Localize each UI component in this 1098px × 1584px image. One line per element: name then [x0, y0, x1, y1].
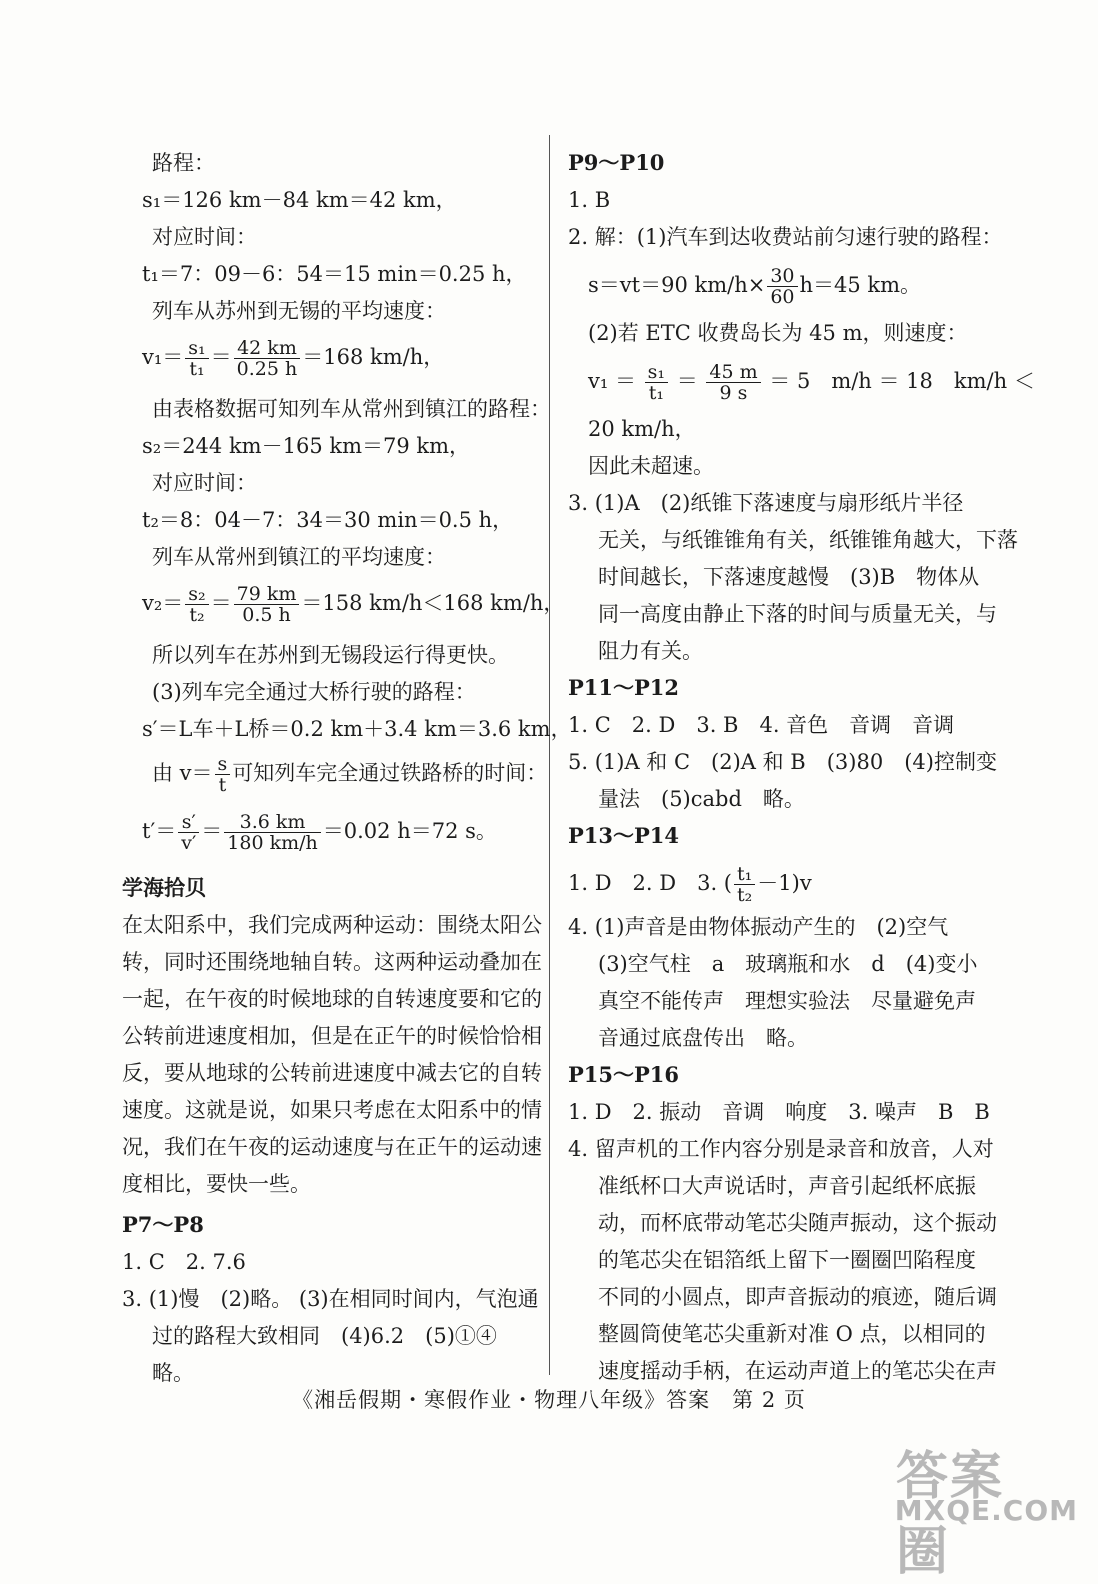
- text-line: 所以列车在苏州到无锡段运行得更快。: [152, 643, 509, 667]
- section-title: P13～P14: [568, 823, 680, 848]
- denominator: t: [218, 774, 227, 796]
- formula-text: ＝: [670, 369, 705, 393]
- answer-line: 阻力有关。: [598, 639, 703, 663]
- section-title: P15～P16: [568, 1062, 680, 1087]
- answer-line: 3. (1)慢 (2)略。 (3)在相同时间内，气泡通: [122, 1287, 539, 1311]
- numerator: 42 km: [234, 338, 301, 359]
- paragraph-line: 反，要从地球的公转前进速度中减去它的自转: [122, 1061, 542, 1085]
- formula-text: t′＝: [142, 819, 177, 843]
- answer-line: 3. (1)A (2)纸锥下落速度与扇形纸片半径: [568, 491, 964, 515]
- denominator: 180 km/h: [227, 832, 318, 854]
- formula-line: [152, 754, 547, 795]
- formula-text: 1. D 2. D 3. (: [568, 871, 733, 895]
- answer-line: 略。: [152, 1361, 194, 1385]
- numerator: s′: [178, 812, 199, 833]
- formula-text: ＝: [210, 345, 232, 369]
- formula-text: v₂＝: [142, 591, 184, 615]
- text-line: (3)列车完全通过大桥行驶的路程：: [152, 680, 476, 704]
- formula-text: v₁＝: [142, 345, 184, 369]
- fraction: [706, 362, 760, 403]
- section-title: P11～P12: [568, 675, 680, 700]
- numerator: s: [215, 754, 231, 775]
- paragraph-line: 公转前进速度相加，但是在正午的时候恰恰相: [122, 1024, 542, 1048]
- fraction: [224, 812, 320, 853]
- numerator: t₁: [734, 864, 755, 885]
- formula-text: h＝45 km。: [799, 273, 922, 297]
- text-line: 路程：: [152, 151, 215, 175]
- text-line: s₁＝126 km－84 km＝42 km，: [142, 188, 457, 212]
- page-footer: 《湘岳假期・寒假作业・物理八年级》答案 第 2 页: [292, 1388, 806, 1412]
- formula-text: ＝ 5 m/h ＝ 18 km/h ＜: [762, 369, 1035, 393]
- formula-line: [142, 812, 497, 853]
- fraction: [767, 266, 797, 307]
- answer-line: 同一高度由静止下落的时间与质量无关，与: [598, 602, 997, 626]
- answer-line: 4. (1)声音是由物体振动产生的 (2)空气: [568, 915, 949, 939]
- answer-line: 过的路程大致相同 (4)6.2 (5)①④: [152, 1324, 497, 1348]
- fraction: [734, 864, 755, 905]
- answer-line: 动，而杯底带动笔芯尖随声振动，这个振动: [598, 1211, 997, 1235]
- numerator: s₁: [645, 362, 668, 383]
- text-line: t₂＝8：04－7：34＝30 min＝0.5 h，: [142, 508, 514, 532]
- text-line: 对应时间：: [152, 225, 257, 249]
- denominator: v′: [181, 832, 197, 854]
- numerator: s₂: [185, 584, 208, 605]
- answer-line: 20 km/h，: [588, 417, 696, 441]
- paragraph-line: 转，同时还围绕地轴自转。这两种运动叠加在: [122, 950, 542, 974]
- answer-line: 5. (1)A 和 C (2)A 和 B (3)80 (4)控制变: [568, 750, 997, 774]
- answer-line: 整圆筒使笔芯尖重新对准 O 点，以相同的: [598, 1322, 986, 1346]
- answer-line: 不同的小圆点，即声音振动的痕迹，随后调: [598, 1285, 997, 1309]
- text-line: t₁＝7：09－6：54＝15 min＝0.25 h，: [142, 262, 527, 286]
- answer-line: 1. D 2. 振动 音调 响度 3. 噪声 B B: [568, 1100, 990, 1124]
- column-divider: [549, 135, 550, 1375]
- formula-text: －1)v: [757, 871, 812, 895]
- answer-line: 时间越长，下落速度越慢 (3)B 物体从: [598, 565, 980, 589]
- answer-line: 量法 (5)cabd 略。: [598, 787, 805, 811]
- fraction: [178, 812, 199, 853]
- formula-text: ＝0.02 h＝72 s。: [322, 819, 497, 843]
- answer-line: (3)空气柱 a 玻璃瓶和水 d (4)变小: [598, 952, 978, 976]
- fraction: [234, 584, 300, 625]
- answer-line: 4. 留声机的工作内容分别是录音和放音，人对: [568, 1137, 994, 1161]
- formula-text: ＝158 km/h＜168 km/h，: [301, 591, 565, 615]
- formula-text: 可知列车完全通过铁路桥的时间：: [232, 761, 548, 785]
- denominator: t₁: [648, 382, 664, 404]
- paragraph-line: 一起，在午夜的时候地球的自转速度要和它的: [122, 987, 542, 1011]
- text-line: 由表格数据可知列车从常州到镇江的路程：: [152, 397, 551, 421]
- numerator: 79 km: [234, 584, 300, 605]
- fraction: [645, 362, 668, 403]
- denominator: 0.25 h: [236, 358, 298, 380]
- answer-line: (2)若 ETC 收费岛长为 45 m，则速度：: [588, 321, 968, 345]
- formula-text: ＝: [201, 819, 223, 843]
- answer-line: 1. B: [568, 188, 611, 212]
- answer-line: 2. 解：(1)汽车到达收费站前匀速行驶的路程：: [568, 225, 1003, 249]
- denominator: t₂: [189, 604, 205, 626]
- paragraph-line: 在太阳系中，我们完成两种运动：围绕太阳公: [122, 913, 542, 937]
- denominator: 9 s: [719, 382, 748, 404]
- section-title: P7～P8: [122, 1212, 204, 1237]
- paragraph-line: 度相比，要快一些。: [122, 1172, 311, 1196]
- paragraph-line: 况，我们在午夜的运动速度与在正午的运动速: [122, 1135, 542, 1159]
- paragraph-line: 速度。这就是说，如果只考虑在太阳系中的情: [122, 1098, 542, 1122]
- numerator: 3.6 km: [224, 812, 320, 833]
- numerator: 30: [767, 266, 797, 287]
- text-line: s′＝L车＋L桥＝0.2 km＋3.4 km＝3.6 km，: [142, 717, 572, 741]
- answer-line: 的笔芯尖在铝箔纸上留下一圈圈凹陷程度: [598, 1248, 976, 1272]
- watermark-logo: [894, 1430, 1086, 1582]
- fraction: [215, 754, 231, 795]
- formula-line: [588, 266, 921, 307]
- formula-line: [588, 362, 1035, 403]
- answer-line: 无关，与纸锥锥角有关，纸锥锥角越大，下落: [598, 528, 1018, 552]
- text-line: 列车从苏州到无锡的平均速度：: [152, 299, 446, 323]
- answer-line: 真空不能传声 理想实验法 尽量避免声: [598, 989, 976, 1013]
- fraction: [234, 338, 301, 379]
- formula-line: [142, 338, 444, 379]
- watermark-text: 答案圈: [896, 1447, 1005, 1582]
- formula-line: [568, 864, 812, 905]
- fraction: [185, 584, 208, 625]
- formula-line: [142, 584, 564, 625]
- section-title: 学海拾贝: [122, 875, 206, 900]
- answer-line: 准纸杯口大声说话时，声音引起纸杯底振: [598, 1174, 976, 1198]
- fraction: [185, 338, 208, 379]
- answer-line: 因此未超速。: [588, 454, 714, 478]
- answer-line: 1. C 2. D 3. B 4. 音色 音调 音调: [568, 713, 955, 737]
- formula-text: ＝168 km/h，: [302, 345, 445, 369]
- answer-line: 音通过底盘传出 略。: [598, 1026, 808, 1050]
- answer-line: 速度摇动手柄，在运动声道上的笔芯尖在声: [598, 1359, 997, 1383]
- numerator: s₁: [185, 338, 208, 359]
- formula-text: 由 v＝: [152, 761, 213, 785]
- formula-text: v₁ ＝: [588, 369, 643, 393]
- answer-line: 1. C 2. 7.6: [122, 1250, 246, 1274]
- denominator: 0.5 h: [242, 604, 291, 626]
- denominator: 60: [770, 286, 795, 308]
- numerator: 45 m: [706, 362, 760, 383]
- watermark-url: MXQE.COM: [894, 1494, 1078, 1527]
- denominator: t₂: [737, 884, 753, 906]
- text-line: s₂＝244 km－165 km＝79 km，: [142, 434, 471, 458]
- formula-text: s＝vt＝90 km/h×: [588, 273, 766, 297]
- denominator: t₁: [189, 358, 205, 380]
- text-line: 列车从常州到镇江的平均速度：: [152, 545, 446, 569]
- section-title: P9～P10: [568, 150, 665, 175]
- formula-text: ＝: [210, 591, 232, 615]
- text-line: 对应时间：: [152, 471, 257, 495]
